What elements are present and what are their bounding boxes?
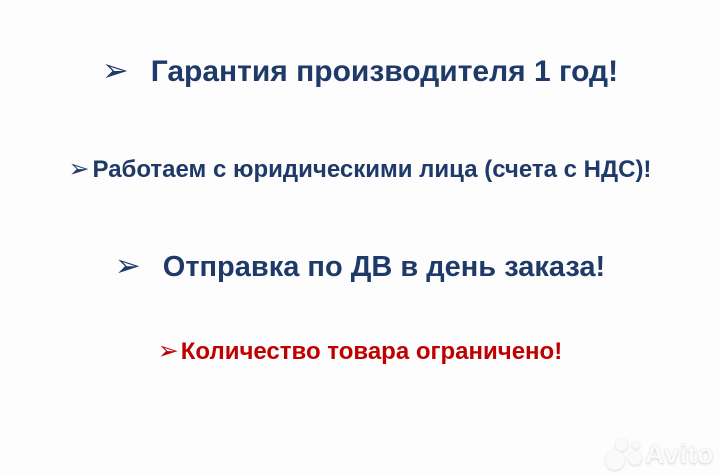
avito-watermark [605, 438, 714, 471]
avito-logo-circle [628, 451, 642, 465]
limited-stock-line [0, 337, 720, 366]
avito-logo-circle [605, 450, 625, 470]
arrow-bullet-icon: ➢ [68, 154, 90, 183]
arrow-bullet-icon: ➢ [157, 336, 179, 365]
b2b-invoices-line [0, 155, 720, 184]
avito-logo-circle [615, 438, 628, 451]
warranty-line-text: Гарантия производителя 1 год! [150, 55, 619, 88]
arrow-bullet-icon: ➢ [101, 51, 129, 89]
arrow-bullet-icon: ➢ [114, 248, 141, 284]
shipping-line [0, 249, 720, 285]
avito-logo-icon [605, 438, 643, 471]
avito-logo-circle [632, 441, 640, 449]
avito-wordmark: Avito [645, 439, 714, 469]
limited-stock-line-text: Количество товара ограничено! [180, 338, 563, 365]
shipping-line-text: Отправка по ДВ в день заказа! [162, 251, 606, 283]
b2b-invoices-line-text: Работаем с юридическими лица (счета с НДС)! [92, 156, 652, 183]
warranty-line [0, 52, 720, 90]
